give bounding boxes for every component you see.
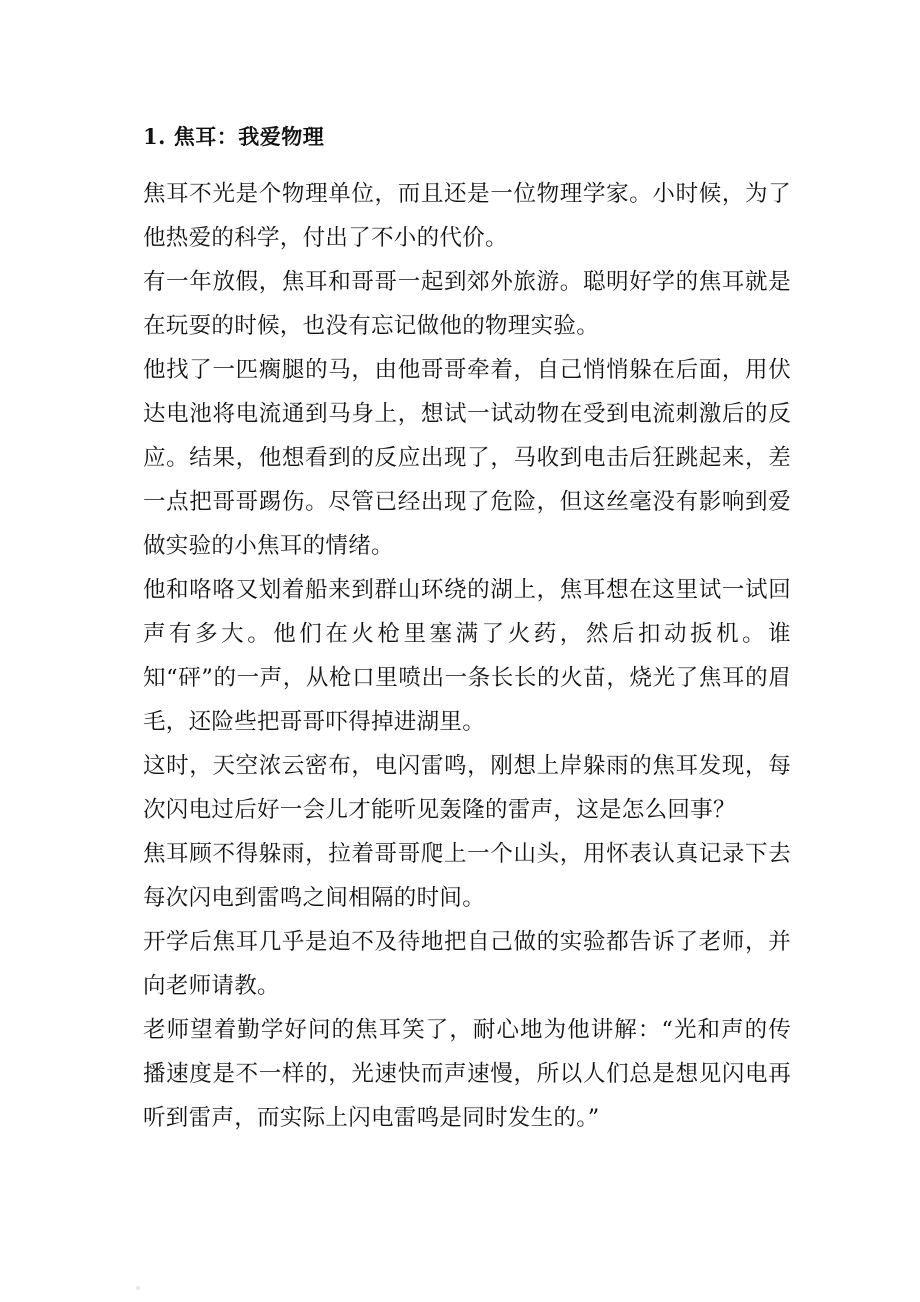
paragraph-timing: 焦耳顾不得躲雨，拉着哥哥爬上一个山头，用怀表认真记录下去每次闪电到雷鸣之间相隔的时间。 <box>143 841 791 911</box>
paragraph-thunderstorm: 这时，天空浓云密布，电闪雷鸣，刚想上岸躲雨的焦耳发现，每次闪电过后好一会儿才能听见轰隆的雷声，这是怎么回事？ <box>143 753 791 823</box>
paragraph-vacation: 有一年放假，焦耳和哥哥一起到郊外旅游。聪明好学的焦耳就是在玩耍的时候，也没有忘记做他的物理实验。 <box>143 269 791 339</box>
document-page <box>143 122 791 1140</box>
document-heading: 1. 焦耳：我爱物理 <box>143 124 325 149</box>
paragraph-teacher-explanation: 老师望着勤学好问的焦耳笑了，耐心地为他讲解：“光和声的传播速度是不一样的，光速快而声速慢，所以人们总是想见闪电再听到雷声，而实际上闪电雷鸣是同时发生的。” <box>143 1017 791 1131</box>
paragraph-intro: 焦耳不光是个物理单位，而且还是一位物理学家。小时候，为了他热爱的科学，付出了不小的代价。 <box>143 181 791 251</box>
paragraph-horse-experiment: 他找了一匹瘸腿的马，由他哥哥牵着，自己悄悄躲在后面，用伏达电池将电流通到马身上，想试一试动物在受到电流刺激后的反应。结果，他想看到的反应出现了，马收到电击后狂跳起来，差一点把哥哥踢伤。尽管已经出现了危险，但这丝毫没有影响到爱做实验的小焦耳的情绪。 <box>143 357 791 559</box>
paragraph-echo-experiment: 他和咯咯又划着船来到群山环绕的湖上，焦耳想在这里试一试回声有多大。他们在火枪里塞满了火药，然后扣动扳机。谁知“砰”的一声，从枪口里喷出一条长长的火苗，烧光了焦耳的眉毛，还险些把哥哥吓得掉进湖里。 <box>143 577 791 735</box>
paragraph-school: 开学后焦耳几乎是迫不及待地把自己做的实验都告诉了老师，并向老师请教。 <box>143 929 791 999</box>
page-footer-mark <box>136 1286 140 1290</box>
